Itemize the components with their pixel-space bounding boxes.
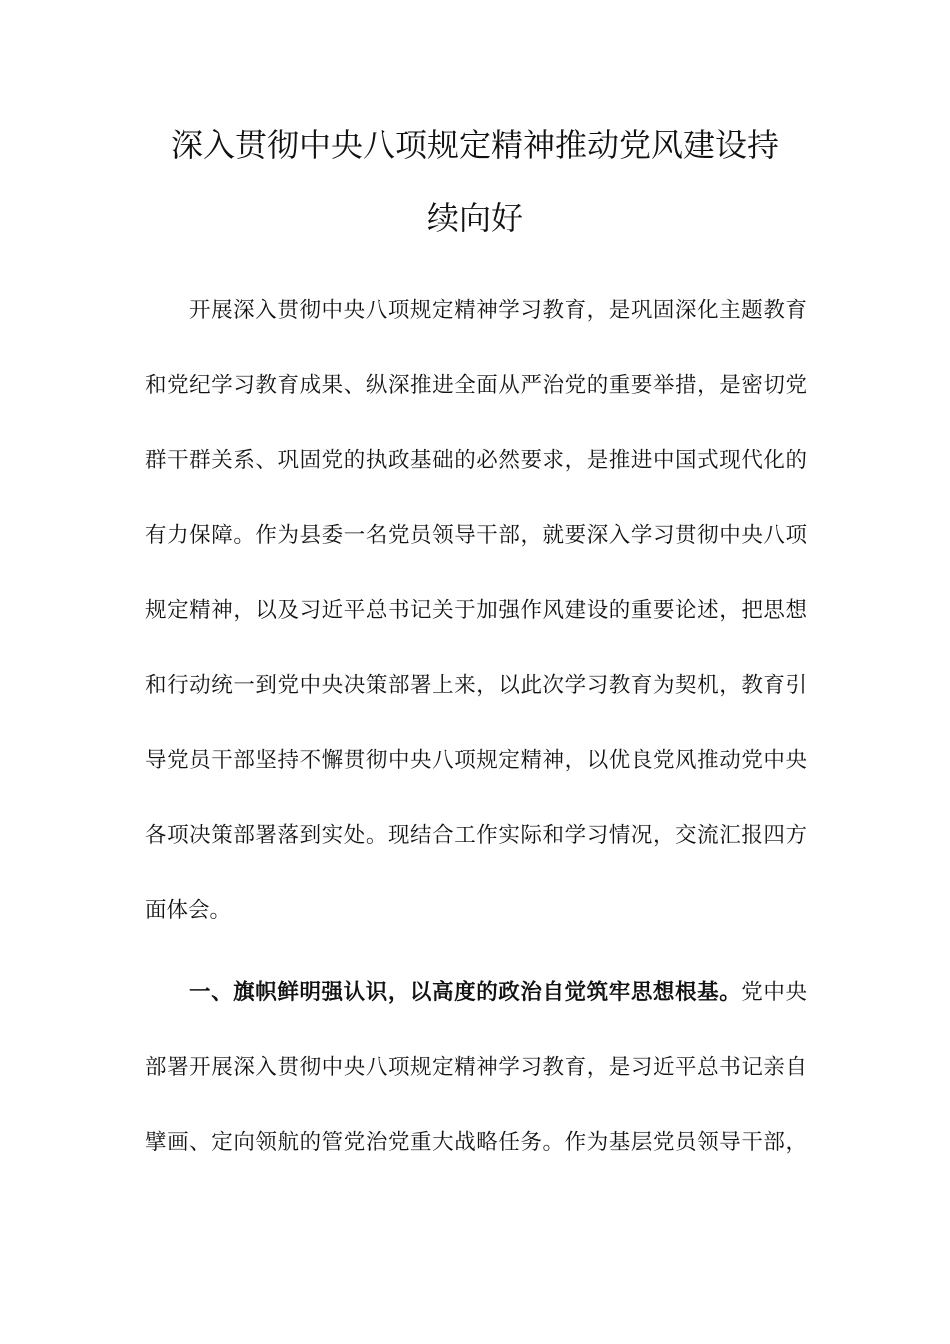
section-heading-line <box>189 978 807 1008</box>
paragraph-line: 部署开展深入贯彻中央八项规定精神学习教育，是习近平总书记亲自 <box>145 1055 807 1080</box>
document-title-line-2: 续向好 <box>426 199 523 237</box>
paragraph-line: 规定精神，以及习近平总书记关于加强作风建设的重要论述，把思想 <box>145 598 807 623</box>
paragraph-line: 有力保障。作为县委一名党员领导干部，就要深入学习贯彻中央八项 <box>145 523 807 548</box>
document-title-line-1: 深入贯彻中央八项规定精神推动党风建设持 <box>170 126 779 164</box>
paragraph-line: 面体会。 <box>145 898 232 923</box>
paragraph-line: 群干群关系、巩固党的执政基础的必然要求，是推进中国式现代化的 <box>145 448 807 473</box>
section-1-heading: 一、旗帜鲜明强认识，以高度的政治自觉筑牢思想根基。 <box>189 980 742 1005</box>
paragraph-line: 导党员干部坚持不懈贯彻中央八项规定精神，以优良党风推动党中央 <box>145 748 807 773</box>
paragraph-line: 各项决策部署落到实处。现结合工作实际和学习情况，交流汇报四方 <box>145 823 807 848</box>
paragraph-line: 和行动统一到党中央决策部署上来，以此次学习教育为契机，教育引 <box>145 673 807 698</box>
paragraph-line: 和党纪学习教育成果、纵深推进全面从严治党的重要举措，是密切党 <box>145 373 807 398</box>
paragraph-line: 擘画、定向领航的管党治党重大战略任务。作为基层党员领导干部， <box>145 1130 807 1155</box>
section-1-text: 党中央 <box>741 980 807 1005</box>
paragraph-line: 开展深入贯彻中央八项规定精神学习教育，是巩固深化主题教育 <box>189 298 807 323</box>
